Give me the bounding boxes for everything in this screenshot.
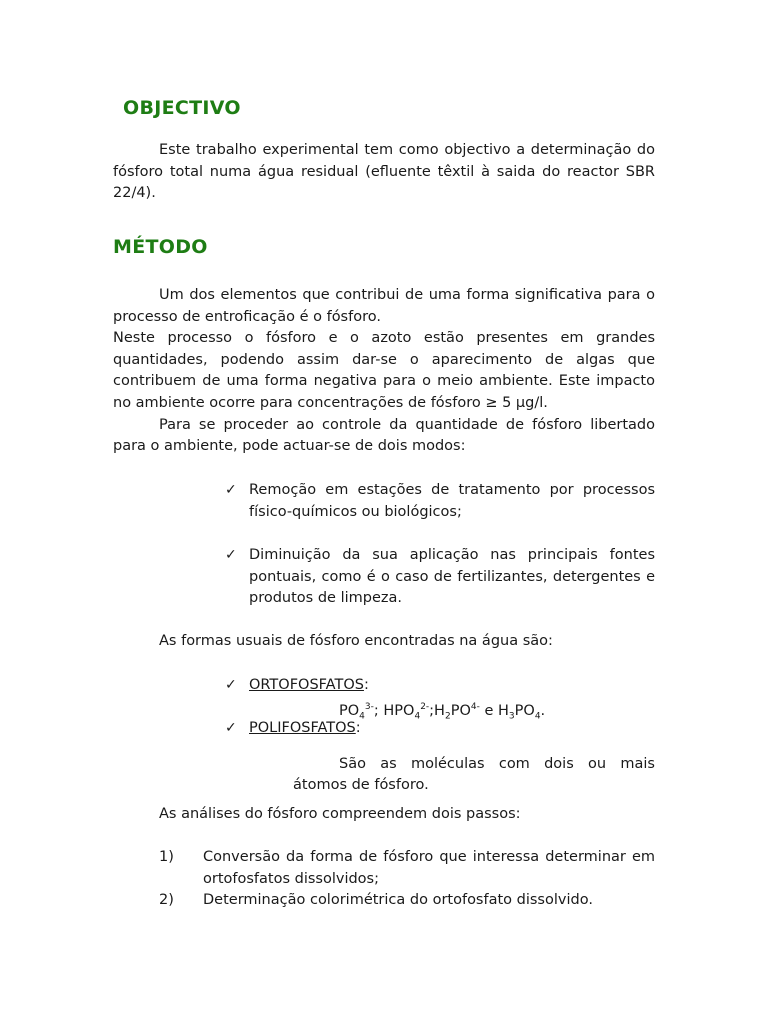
formula-sup: 4- bbox=[470, 702, 480, 712]
check-icon: ✓ bbox=[225, 482, 237, 498]
colon: : bbox=[355, 720, 361, 736]
bullet-text: Diminuição da sua aplicação nas principais fontes pontuais, como é o caso de fertilizantes, detergentes e produtos de limpeza. bbox=[249, 547, 655, 607]
check-icon: ✓ bbox=[225, 720, 237, 736]
formula-sup: 3- bbox=[364, 702, 374, 712]
ortofosfatos-label: ORTOFOSFATOS bbox=[249, 677, 364, 693]
analysis-steps-list bbox=[159, 847, 655, 912]
check-icon: ✓ bbox=[225, 547, 237, 564]
formula-sub: 4 bbox=[414, 711, 421, 722]
polifosfatos-label: POLIFOSFATOS bbox=[249, 720, 356, 736]
metodo-heading: MÉTODO bbox=[113, 236, 208, 258]
list-item bbox=[159, 890, 655, 912]
step-text: Conversão da forma de fósforo que interessa determinar em ortofosfatos dissolvidos; bbox=[203, 849, 655, 887]
formula-sub: 4 bbox=[534, 711, 541, 722]
check-icon: ✓ bbox=[225, 677, 237, 693]
formula-text: . bbox=[540, 702, 546, 719]
formula-text: PO bbox=[450, 702, 471, 719]
phosphate-formula bbox=[339, 697, 545, 728]
formula-text: PO bbox=[514, 702, 535, 719]
ortofosfatos-item bbox=[225, 675, 369, 697]
formula-sub: 3 bbox=[508, 711, 515, 722]
objectivo-paragraph: Este trabalho experimental tem como objectivo a determinação do fósforo total numa água residual (efluente têxtil à saida do reactor SBR 22/4). bbox=[113, 142, 655, 202]
metodo-paragraph-1: Um dos elementos que contribui de uma forma significativa para o processo de entroficação é o fósforo. bbox=[113, 287, 655, 325]
formula-text: ; HPO bbox=[373, 702, 415, 719]
step-text: Determinação colorimétrica do ortofosfato dissolvido. bbox=[203, 892, 593, 909]
analises-intro: As análises do fósforo compreendem dois passos: bbox=[159, 806, 521, 822]
polifosfatos-description: São as moléculas com dois ou mais átomos de fósforo. bbox=[293, 755, 655, 794]
polifosfatos-item bbox=[225, 718, 361, 740]
metodo-paragraph-3: Para se proceder ao controle da quantidade de fósforo libertado para o ambiente, pode actuar-se de dois modos: bbox=[113, 416, 655, 455]
formula-text: PO bbox=[339, 702, 360, 719]
objectivo-heading: OBJECTIVO bbox=[123, 97, 241, 119]
list-item bbox=[225, 480, 655, 523]
formula-text: ;H bbox=[429, 702, 445, 719]
colon: : bbox=[363, 677, 369, 693]
step-number: 1) bbox=[159, 849, 174, 865]
formula-sub: 4 bbox=[359, 711, 365, 722]
formas-intro: As formas usuais de fósforo encontradas na água são: bbox=[159, 633, 553, 649]
control-methods-list bbox=[225, 480, 655, 632]
step-number: 2) bbox=[159, 892, 174, 909]
formula-text: e H bbox=[479, 702, 509, 719]
metodo-intro bbox=[113, 285, 655, 458]
formula-sup: 2- bbox=[420, 702, 430, 712]
list-item bbox=[159, 847, 655, 890]
formula-sub: 2 bbox=[444, 711, 451, 722]
bullet-text: Remoção em estações de tratamento por processos físico-químicos ou biológicos; bbox=[249, 482, 655, 520]
metodo-paragraph-2: Neste processo o fósforo e o azoto estão presentes em grandes quantidades, podendo assim dar-se o aparecimento de algas que contribuem de uma forma negativa para o meio ambiente. Este impacto no ambiente ocorre para concentrações de fósforo ≥ 5 μg/l. bbox=[113, 330, 655, 411]
list-item bbox=[225, 545, 655, 610]
